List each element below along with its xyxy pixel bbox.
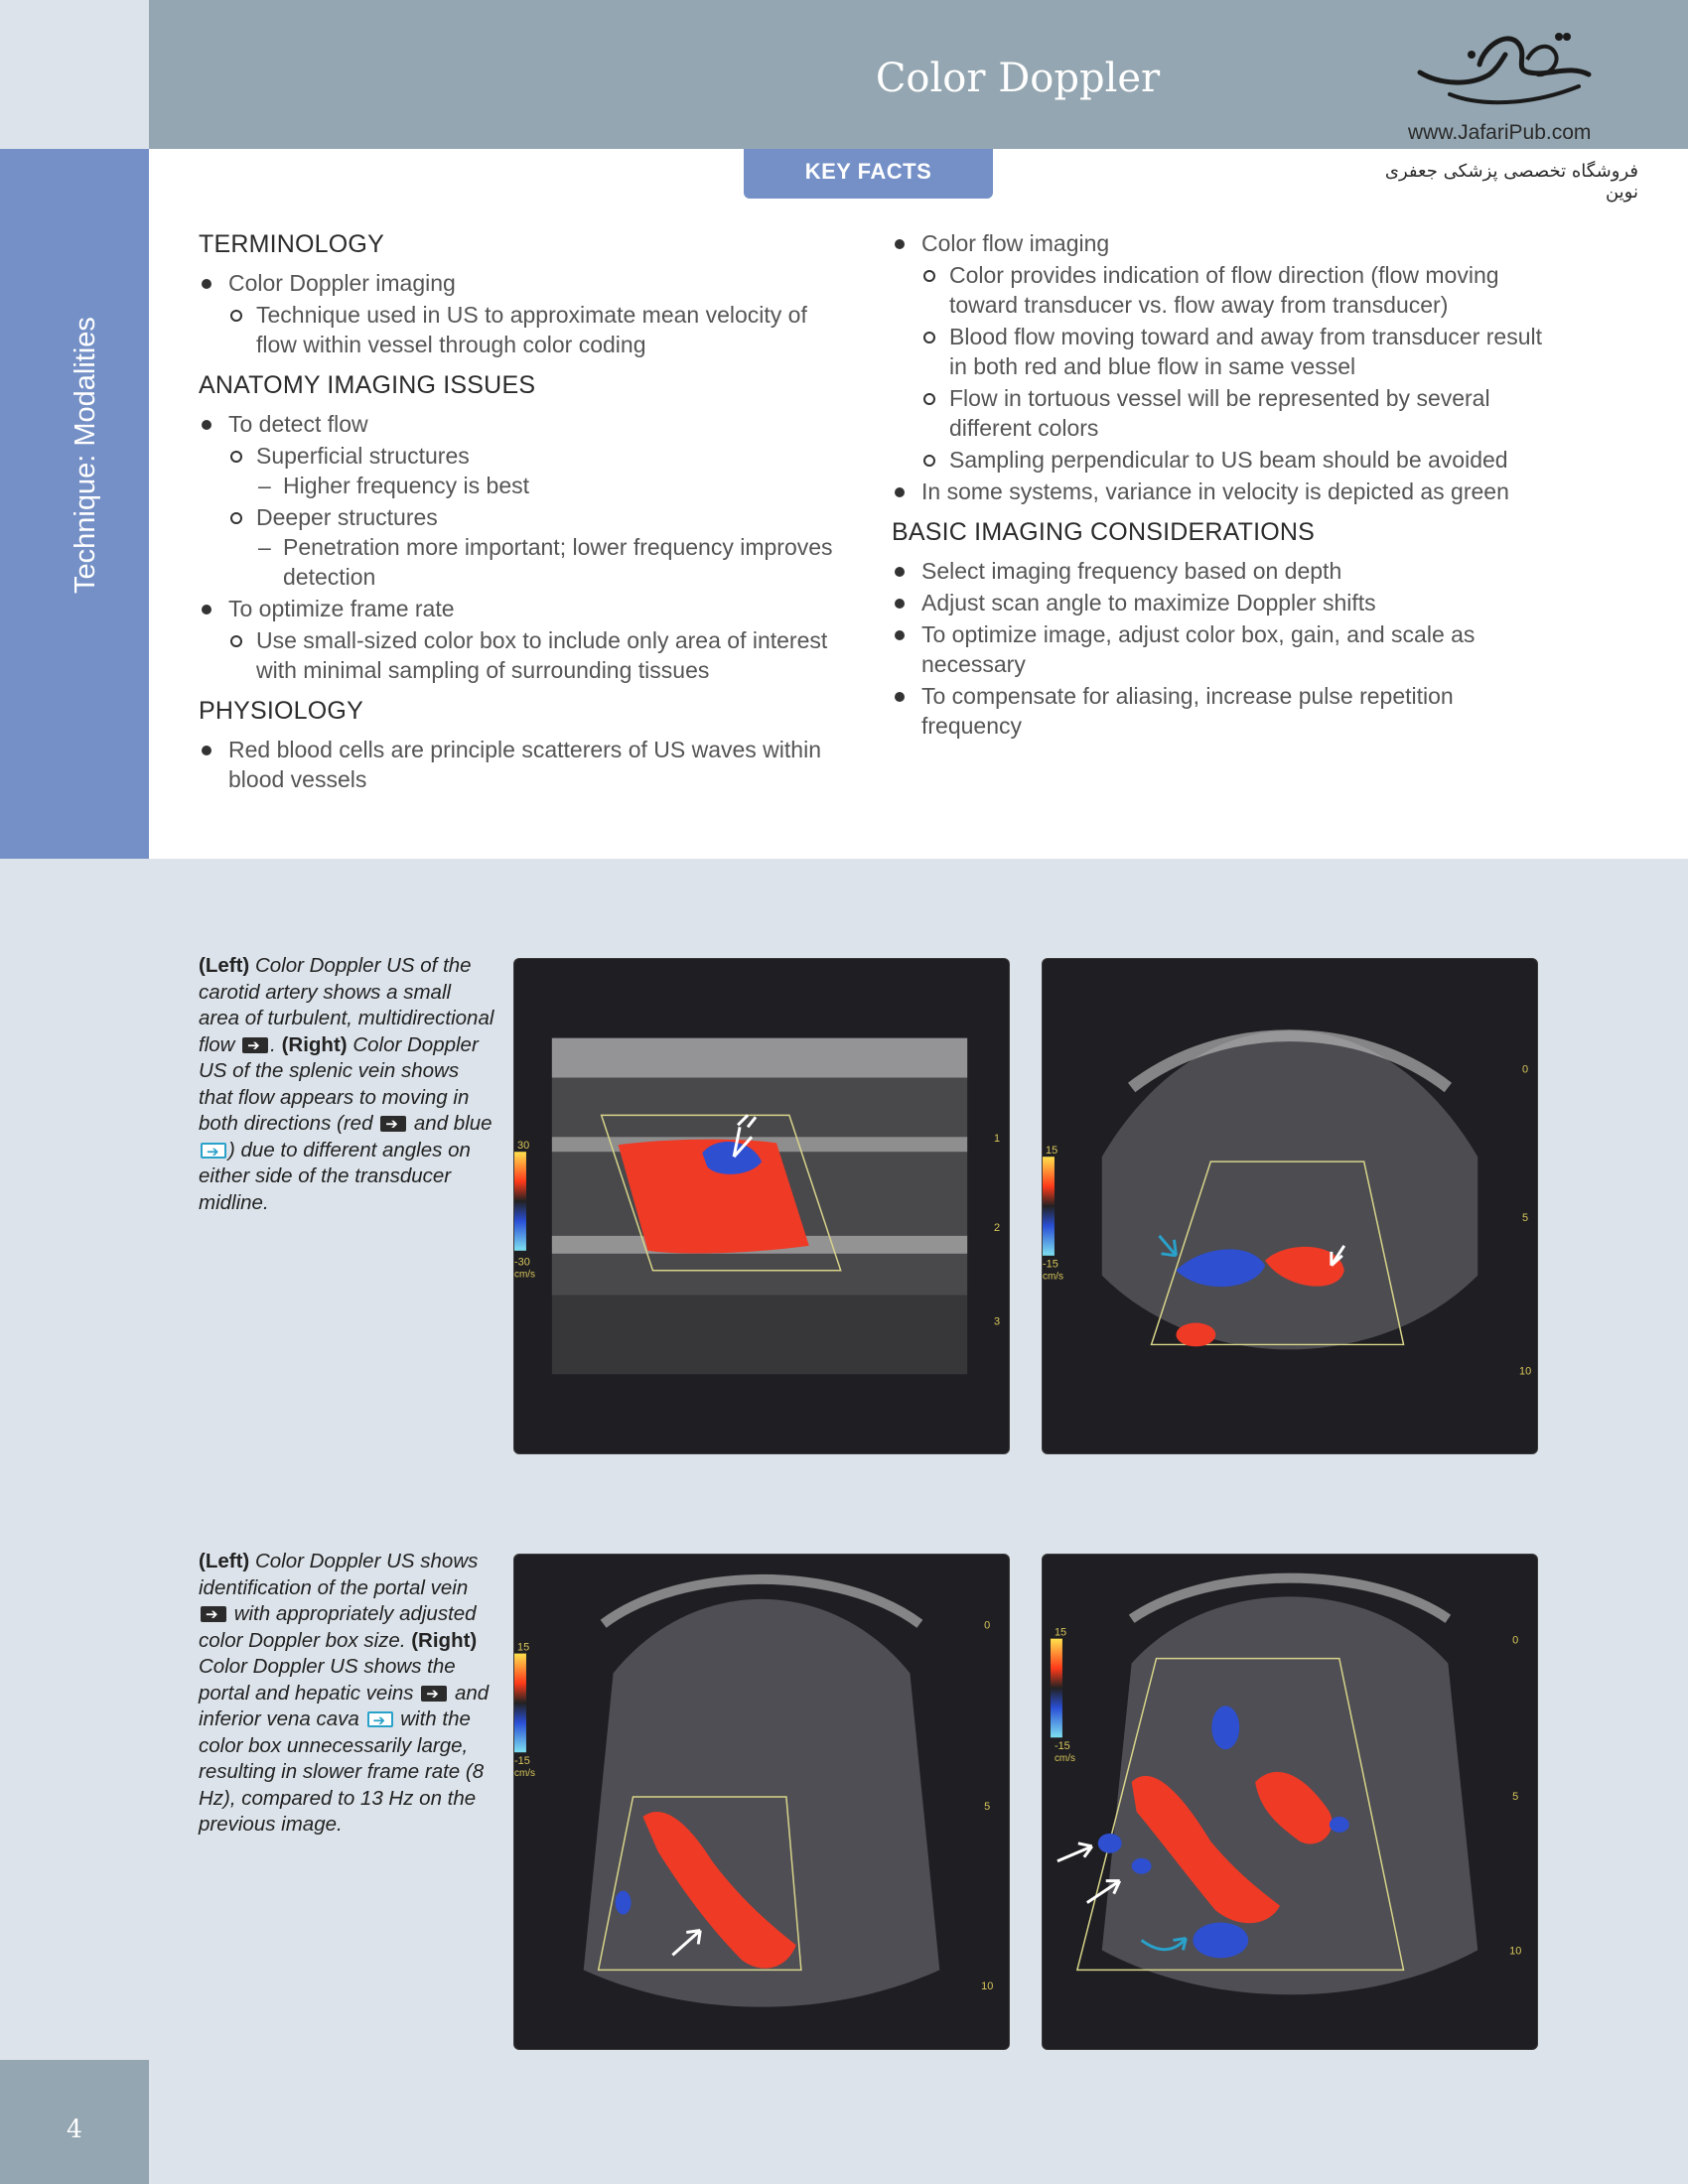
us-image-carotid [513, 958, 1010, 1454]
section-sidebar [0, 149, 149, 859]
list-item: To optimize image, adjust color box, gain, and scale as necessary [892, 619, 1547, 679]
svg-text:15: 15 [1045, 1145, 1058, 1158]
svg-text:5: 5 [1512, 1791, 1519, 1804]
list-subitem: Blood flow moving toward and away from transducer result in both red and blue flow in same vessel [921, 322, 1547, 381]
list-item: In some systems, variance in velocity is depicted as green [892, 477, 1547, 506]
list-subitem: Sampling perpendicular to US beam should be avoided [921, 445, 1547, 475]
svg-text:-15: -15 [1043, 1258, 1058, 1271]
list-item: Red blood cells are principle scatterers of US waves within blood vessels [199, 735, 834, 794]
arrow-icon [421, 1686, 447, 1702]
curved-arrow-icon [367, 1711, 393, 1727]
arrow-icon [201, 1606, 226, 1622]
us-image-splenic-vein [1042, 958, 1538, 1454]
anatomy-heading: ANATOMY IMAGING ISSUES [199, 371, 536, 399]
key-facts-left-column [199, 228, 834, 796]
open-arrow-icon [242, 1037, 268, 1053]
svg-text:15: 15 [516, 1641, 530, 1654]
figure-caption-2: (Left) Color Doppler US shows identification of the portal vein ➔ with appropriately adjusted color Doppler box size. (Right) Color Doppler US shows the portal and hepatic veins ➔ and inferior vena cava ➔ with the color box unnecessarily large, resulting in slower frame rate (8 Hz), compared to 13 Hz on the previous image. [199, 1549, 496, 1839]
svg-text:0: 0 [984, 1619, 991, 1632]
svg-text:cm/s: cm/s [514, 1269, 536, 1281]
us-image-hepatic-veins [1042, 1554, 1538, 2050]
corner-block [0, 0, 149, 149]
svg-text:10: 10 [1509, 1945, 1522, 1958]
publisher-url[interactable]: www.JafariPub.com [1408, 121, 1592, 144]
list-subitem: Superficial structures – Higher frequency is best [228, 441, 834, 500]
list-subitem: Deeper structures – Penetration more important; lower frequency improves detection [228, 502, 834, 592]
list-item: To compensate for aliasing, increase pulse repetition frequency [892, 681, 1547, 741]
svg-text:1: 1 [994, 1133, 1001, 1146]
svg-text:30: 30 [516, 1140, 530, 1153]
list-item: To detect flow Superficial structures – Higher frequency is best Deeper structures – Penetration more important; lower frequency improves detection [199, 409, 834, 592]
list-subitem: Color provides indication of flow direction (flow moving toward transducer vs. flow away from transducer) [921, 260, 1547, 320]
page-number: 4 [67, 2115, 82, 2143]
list-subitem: Flow in tortuous vessel will be represented by several different colors [921, 383, 1547, 443]
svg-text:cm/s: cm/s [1054, 1753, 1075, 1765]
svg-text:2: 2 [994, 1221, 1001, 1234]
physiology-heading: PHYSIOLOGY [199, 697, 363, 725]
publisher-store-name: فروشگاه تخصصی پزشکی جعفری نوین [1384, 161, 1638, 203]
svg-text:3: 3 [994, 1315, 1001, 1328]
list-item: To optimize frame rate Use small-sized color box to include only area of interest with minimal sampling of surrounding tissues [199, 594, 834, 685]
us-image-portal-vein [513, 1554, 1010, 2050]
list-item: Adjust scan angle to maximize Doppler shifts [892, 588, 1547, 617]
list-item: Color flow imaging Color provides indication of flow direction (flow moving toward transducer vs. flow away from transducer) Blood flow moving toward and away from transducer result in both red and blue flow in same vessel Flow in tortuous vessel will be represented by several different colors Sampling perpendicular to US beam should be avoided [892, 228, 1547, 475]
list-dash-item: – Penetration more important; lower frequency improves detection [256, 532, 834, 592]
svg-text:5: 5 [1522, 1211, 1529, 1224]
list-dash-item: – Higher frequency is best [256, 471, 834, 500]
list-subitem: Use small-sized color box to include only area of interest with minimal sampling of surrounding tissues [228, 625, 834, 685]
basic-considerations-heading: BASIC IMAGING CONSIDERATIONS [892, 518, 1316, 546]
svg-text:cm/s: cm/s [1043, 1271, 1064, 1283]
arrow-icon [380, 1116, 406, 1132]
list-item: Color Doppler imaging Technique used in US to approximate mean velocity of flow within vessel through color coding [199, 268, 834, 359]
page-title: Color Doppler [875, 56, 1161, 101]
list-subitem: Technique used in US to approximate mean velocity of flow within vessel through color coding [228, 300, 834, 359]
svg-text:15: 15 [1054, 1626, 1067, 1639]
list-item: Select imaging frequency based on depth [892, 556, 1547, 586]
svg-text:0: 0 [1512, 1634, 1519, 1647]
key-facts-tab: KEY FACTS [744, 149, 993, 199]
svg-text:5: 5 [984, 1800, 991, 1813]
svg-text:10: 10 [1519, 1365, 1532, 1378]
svg-text:-30: -30 [514, 1256, 530, 1269]
svg-text:cm/s: cm/s [514, 1768, 536, 1780]
cyan-arrow-icon [201, 1143, 226, 1159]
terminology-heading: TERMINOLOGY [199, 230, 384, 258]
svg-text:0: 0 [1522, 1063, 1529, 1076]
key-facts-right-column [892, 228, 1547, 743]
svg-text:-15: -15 [514, 1755, 530, 1768]
svg-text:10: 10 [981, 1980, 994, 1993]
publisher-logo [1410, 25, 1599, 129]
figure-caption-1: (Left) Color Doppler US of the carotid artery shows a small area of turbulent, multidirectional flow ➔ . (Right) Color Doppler US of the splenic vein shows that flow appears to moving in both directions (red ➔ and blue ➔) due to different angles on either side of the transducer midline. [199, 953, 496, 1216]
sidebar-label: Technique: Modalities [70, 317, 101, 594]
svg-text:-15: -15 [1054, 1740, 1070, 1753]
